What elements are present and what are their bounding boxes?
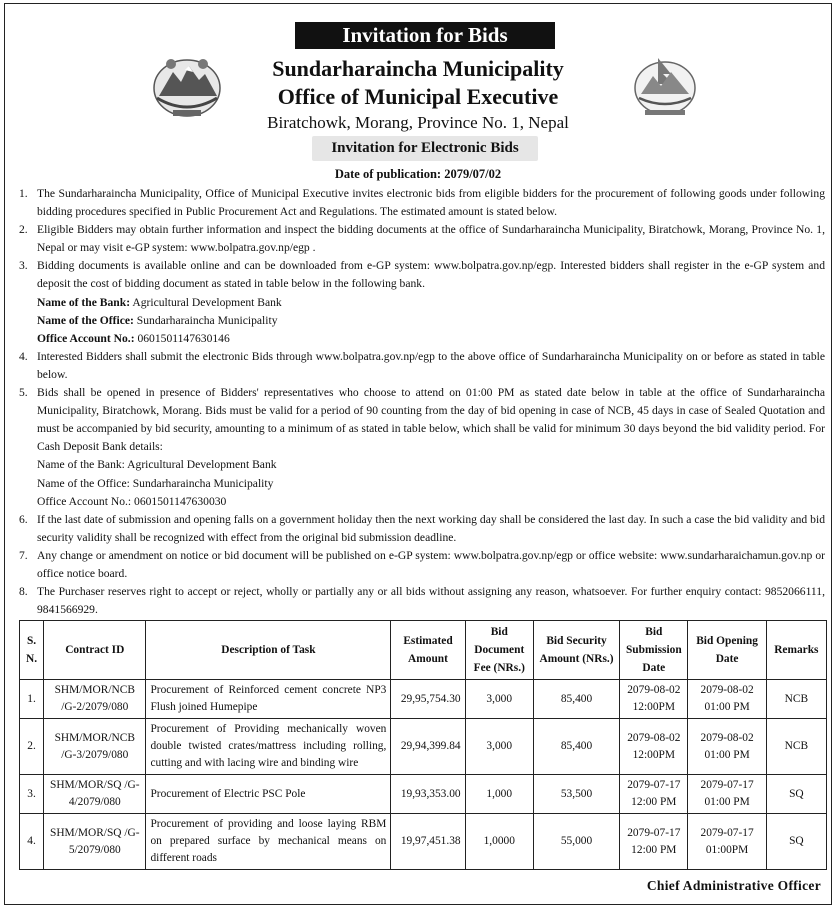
- municipality-name: Sundarharaincha Municipality: [272, 56, 564, 81]
- table-header-row: [20, 621, 827, 680]
- header-sn: S. N.: [20, 621, 44, 680]
- paragraph-1: 1. The Sundarharaincha Municipality, Office of Municipal Executive invites electronic bids from eligible bidders for the procurement of following goods under following bidding procedures specified in Public Procurement Act and Regulations. The estimated amount is stated below.: [19, 187, 825, 219]
- table-row: 1. SHM/MOR/NCB /G-2/2079/080 Procurement of Reinforced cement concrete NP3 Flush joined Humepipe 29,95,754.30 3,000 85,400 2079-08-02 12:00PM 2079-08-02 01:00 PM NCB: [20, 680, 827, 719]
- notice-page: [4, 3, 832, 905]
- table-row: 3. SHM/MOR/SQ /G-4/2079/080 Procurement of Electric PSC Pole 19,93,353.00 1,000 53,500 2079-07-17 12:00 PM 2079-07-17 01:00 PM SQ: [20, 775, 827, 814]
- header-document-fee: Bid Document Fee (NRs.): [465, 621, 533, 680]
- cash-bank-line: Name of the Bank: Agricultural Development Bank: [37, 458, 277, 472]
- header-remarks: Remarks: [766, 621, 826, 680]
- paragraph-2: 2. Eligible Bidders may obtain further information and inspect the bidding documents at the office of Sundarharaincha Municipality, Biratchowk, Morang, Province No. 1, Nepal or may visit e-GP system: www.bolpatra.gov.np/egp .: [19, 223, 825, 255]
- paragraph-7: 7. Any change or amendment on notice or bid document will be published on e-GP system: www.bolpatra.gov.np/egp or office website: www.sundarharaichamun.gov.np or office notice board.: [19, 548, 825, 580]
- account-number-line: Office Account No.: 0601501147630146: [37, 331, 230, 345]
- table-row: 4. SHM/MOR/SQ /G-5/2079/080 Procurement of providing and loose laying RBM on prepared surface by mechanical means on different roads 19,97,451.38 1,0000 55,000 2079-07-17 12:00 PM 2079-07-17 01:00PM SQ: [20, 814, 827, 870]
- bids-table: [19, 620, 827, 870]
- table-row: 2. SHM/MOR/NCB /G-3/2079/080 Procurement of Providing mechanically woven double twisted crates/mattress including rolling, cutting and with lacing wire and binding wire 29,94,399.84 3,000 85,400 2079-08-02 12:00PM 2079-08-02 01:00 PM NCB: [20, 719, 827, 775]
- paragraph-5: 5. Bids shall be opened in presence of Bidders' representatives who choose to attend on 01:00 PM as stated date below in table at the office of Sundarharaincha Municipality, Biratchowk, Morang. Bids must be valid for a period of 90 counting from the day of bid opening in case of NCB, 45 days in case of Sealed Quotation and must be accompanied by bid security, amounting to a minimum of as stated in table below, which shall be valid for minimum 30 days beyond the bid validity period. For Cash Deposit Bank details:: [19, 386, 825, 454]
- publication-date: Date of publication: 2079/07/02: [334, 167, 502, 181]
- paragraph-4: 4. Interested Bidders shall submit the electronic Bids through www.bolpatra.gov.np/egp to the above office of Sundarharaincha Municipality on or before as stated in table below.: [19, 349, 825, 381]
- paragraph-3: 3. Bidding documents is available online and can be downloaded from e-GP system: www.bolpatra.gov.np/egp. Interested bidders shall register in the e-GP system and deposit the cost of bidding document as stated in table below in the following bank.: [19, 259, 825, 291]
- paragraph-8: 8. The Purchaser reserves right to accept or reject, wholly or partially any or all bids without assigning any reason, whatsoever. For further enquiry contact: 9852066111, 9841566929.: [19, 585, 825, 617]
- bank-name-line: Name of the Bank: Agricultural Development Bank: [37, 295, 282, 309]
- notice-body: [19, 185, 825, 619]
- office-name-line: Name of the Office: Sundarharaincha Municipality: [37, 313, 278, 327]
- subtitle-box: Invitation for Electronic Bids: [312, 136, 538, 161]
- header-contract-id: Contract ID: [44, 621, 146, 680]
- header-opening-date: Bid Opening Date: [688, 621, 766, 680]
- cash-office-line: Name of the Office: Sundarharaincha Municipality: [37, 476, 274, 490]
- header-security-amount: Bid Security Amount (NRs.): [533, 621, 619, 680]
- cash-account-line: Office Account No.: 0601501147630030: [37, 494, 227, 508]
- invitation-banner: Invitation for Bids: [295, 22, 555, 49]
- office-address: Biratchowk, Morang, Province No. 1, Nepal: [267, 113, 569, 132]
- header-estimated-amount: Estimated Amount: [391, 621, 465, 680]
- signature-title: Chief Administrative Officer: [646, 878, 821, 893]
- header-description: Description of Task: [146, 621, 391, 680]
- paragraph-6: 6. If the last date of submission and opening falls on a government holiday then the next working day shall be considered the last day. In such a case the bid validity and bid security validity shall be recognized with effect from the original bid submission deadline.: [19, 512, 825, 544]
- office-name: Office of Municipal Executive: [277, 84, 559, 109]
- header-submission-date: Bid Submission Date: [620, 621, 688, 680]
